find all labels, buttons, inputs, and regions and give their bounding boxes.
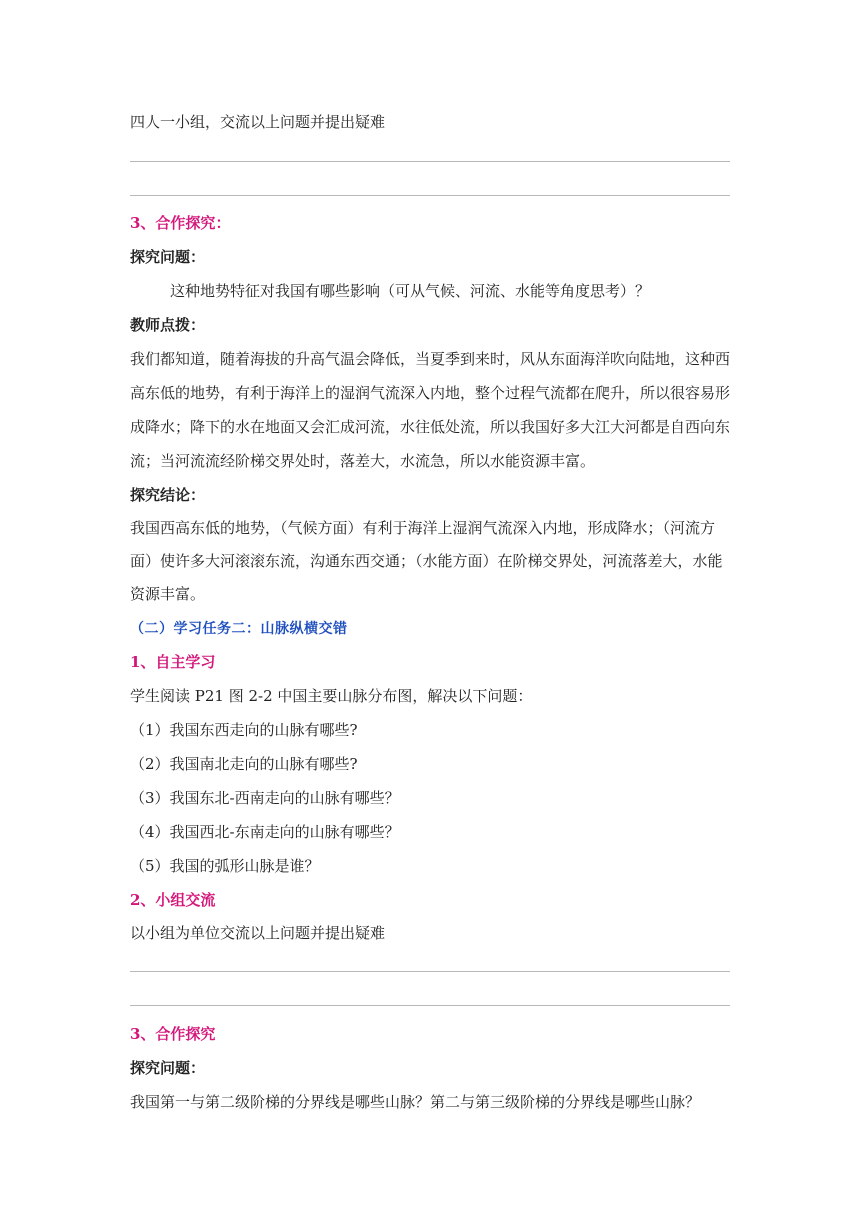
self-study-heading: 1、自主学习 <box>130 653 216 671</box>
inquiry-question-label: 探究问题： <box>130 248 206 266</box>
answer-line <box>130 195 730 196</box>
question-item: （3）我国东北-西南走向的山脉有哪些？ <box>130 789 400 807</box>
answer-line <box>130 971 730 972</box>
conclusion-line: 面）使许多大河滚滚东流，沟通东西交通；（水能方面）在阶梯交界处，河流落差大，水能 <box>130 552 723 570</box>
reading-instruction-line: 学生阅读 P21 图 2-2 中国主要山脉分布图，解决以下问题： <box>130 687 533 705</box>
teacher-guidance-line: 流；当河流流经阶梯交界处时，落差大，水流急，所以水能资源丰富。 <box>130 452 596 470</box>
teacher-guidance-line: 我们都知道，随着海拔的升高气温会降低，当夏季到来时，风从东面海洋吹向陆地，这种西 <box>130 350 731 368</box>
inquiry-conclusion-label: 探究结论： <box>130 486 206 504</box>
question-item: （2）我国南北走向的山脉有哪些? <box>130 755 358 773</box>
inquiry-question-text: 这种地势特征对我国有哪些影响（可从气候、河流、水能等角度思考）？ <box>170 282 651 300</box>
group-discussion-line: 四人一小组，交流以上问题并提出疑难 <box>130 113 386 131</box>
answer-line <box>130 1005 730 1006</box>
question-item: （5）我国的弧形山脉是谁？ <box>130 857 320 875</box>
teacher-guidance-label: 教师点拨： <box>130 316 206 334</box>
answer-line <box>130 161 730 162</box>
conclusion-line: 我国西高东低的地势，（气候方面）有利于海洋上湿润气流深入内地，形成降水；（河流方 <box>130 519 716 537</box>
teacher-guidance-line: 高东低的地势，有利于海洋上的湿润气流深入内地，整个过程气流都在爬升，所以很容易形 <box>130 384 731 402</box>
inquiry-question-label: 探究问题： <box>130 1059 206 1077</box>
teacher-guidance-line: 成降水；降下的水在地面又会汇成河流，水往低处流，所以我国好多大江大河都是自西向东 <box>130 418 731 436</box>
learning-task-two-heading: （二）学习任务二：山脉纵横交错 <box>130 621 348 637</box>
question-item: （4）我国西北-东南走向的山脉有哪些？ <box>130 823 400 841</box>
inquiry-question-text: 我国第一与第二级阶梯的分界线是哪些山脉？第二与第三级阶梯的分界线是哪些山脉？ <box>130 1093 701 1111</box>
group-exchange-heading: 2、小组交流 <box>130 891 216 909</box>
cooperative-inquiry-heading: 3、合作探究： <box>130 214 231 232</box>
group-exchange-line: 以小组为单位交流以上问题并提出疑难 <box>130 924 386 942</box>
question-item: （1）我国东西走向的山脉有哪些? <box>130 721 358 739</box>
conclusion-line: 资源丰富。 <box>130 585 206 603</box>
cooperative-inquiry-heading: 3、合作探究 <box>130 1025 216 1043</box>
